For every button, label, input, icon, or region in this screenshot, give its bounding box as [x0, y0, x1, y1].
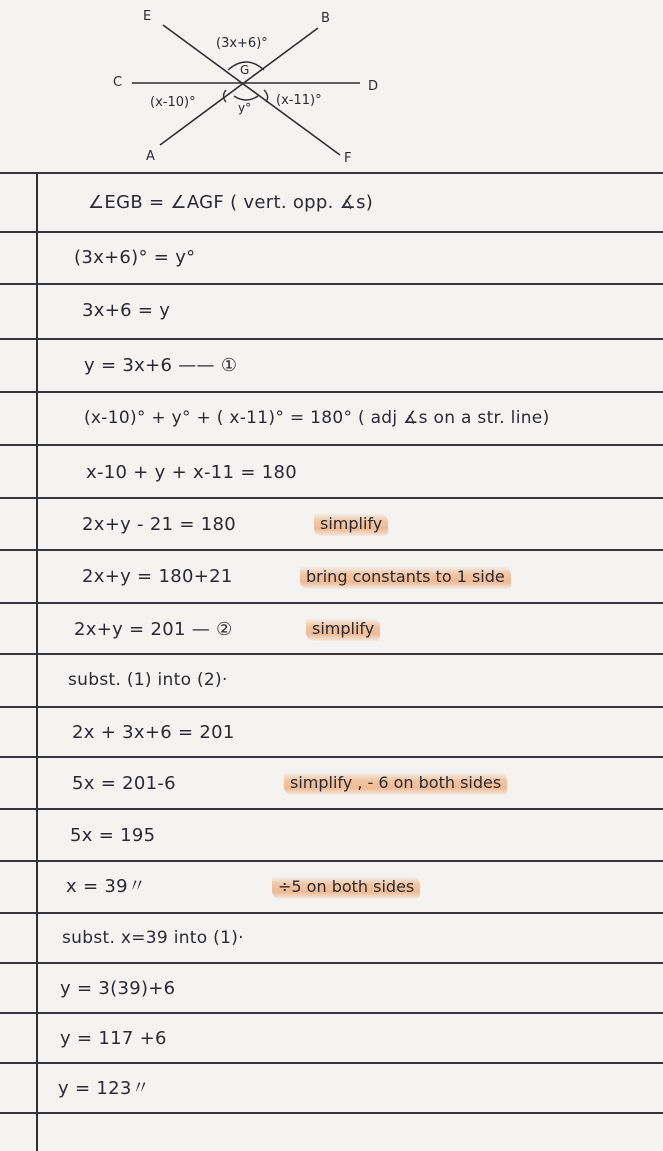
- step-7-equation: 2x+y - 21 = 180: [82, 514, 237, 535]
- rule-line: [0, 653, 663, 655]
- rule-line: [0, 808, 663, 810]
- angle-label-right: (x-11)°: [276, 93, 322, 108]
- label-A: A: [146, 149, 155, 164]
- step-11-equation: 2x + 3x+6 = 201: [72, 722, 235, 743]
- rule-line: [0, 172, 663, 174]
- step-12-annotation: simplify , - 6 on both sides: [284, 772, 507, 795]
- step-14-annotation: ÷5 on both sides: [272, 876, 420, 899]
- angle-label-left: (x-10)°: [150, 95, 196, 110]
- rule-line: [0, 706, 663, 708]
- label-E: E: [143, 9, 152, 24]
- step-4-equation: y = 3x+6 —— ①: [84, 355, 238, 376]
- label-D: D: [368, 79, 379, 94]
- step-5-equation: (x-10)° + y° + ( x-11)° = 180° ( adj ∡s on a str. line): [84, 408, 550, 428]
- rule-line: [0, 1012, 663, 1014]
- rule-line: [0, 444, 663, 446]
- label-C: C: [113, 75, 123, 90]
- step-6-equation: x-10 + y + x-11 = 180: [86, 462, 297, 483]
- step-3-equation: 3x+6 = y: [82, 300, 171, 321]
- rule-line: [0, 338, 663, 340]
- rule-line: [0, 756, 663, 758]
- rule-line: [0, 860, 663, 862]
- rule-line: [0, 1062, 663, 1064]
- rule-line: [0, 1112, 663, 1114]
- rule-line: [0, 283, 663, 285]
- rule-line: [0, 391, 663, 393]
- step-8-equation: 2x+y = 180+21: [82, 566, 233, 587]
- label-B: B: [321, 11, 330, 26]
- step-12-equation: 5x = 201-6: [72, 773, 176, 794]
- step-17-equation: y = 117 +6: [60, 1028, 167, 1049]
- step-9-equation: 2x+y = 201 — ②: [74, 619, 233, 640]
- angle-label-top: (3x+6)°: [216, 36, 268, 51]
- angle-label-bottom: y°: [238, 101, 252, 115]
- rule-line: [0, 962, 663, 964]
- rule-line: [0, 497, 663, 499]
- step-14-equation: x = 39〃: [66, 876, 147, 897]
- step-18-equation: y = 123〃: [58, 1078, 150, 1099]
- step-10-equation: subst. (1) into (2)·: [68, 670, 228, 690]
- rule-line: [0, 602, 663, 604]
- step-15-equation: subst. x=39 into (1)·: [62, 928, 244, 948]
- step-13-equation: 5x = 195: [70, 825, 156, 846]
- step-2-equation: (3x+6)° = y°: [74, 247, 196, 268]
- rule-line: [0, 549, 663, 551]
- label-F: F: [344, 151, 352, 166]
- step-7-annotation: simplify: [314, 513, 388, 536]
- rule-line: [0, 231, 663, 233]
- rule-line: [0, 912, 663, 914]
- label-G: G: [240, 63, 250, 77]
- step-16-equation: y = 3(39)+6: [60, 978, 176, 999]
- step-8-annotation: bring constants to 1 side: [300, 566, 511, 589]
- step-1-equation: ∠EGB = ∠AGF ( vert. opp. ∡s): [88, 192, 374, 213]
- step-9-annotation: simplify: [306, 618, 380, 641]
- margin-line: [36, 172, 38, 1151]
